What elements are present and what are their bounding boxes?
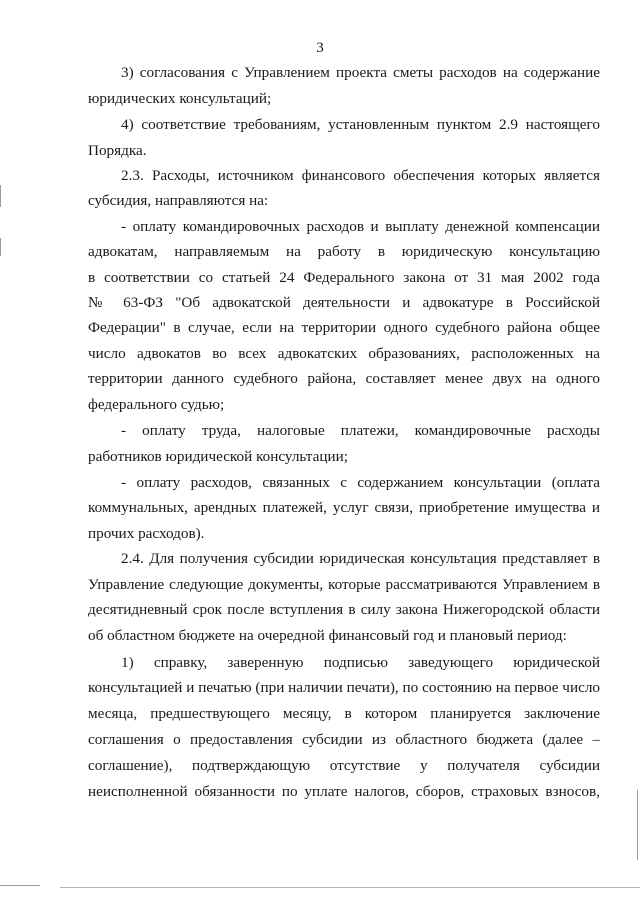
scan-bottom-line [60, 887, 640, 888]
text-line: Порядка. [88, 142, 147, 159]
text-line: федерального судью; [88, 396, 225, 413]
scan-edge-mark [0, 185, 1, 207]
text-line: об областном бюджете на очередной финансовый год и плановый период: [88, 627, 567, 644]
text-line: - оплату командировочных расходов и выплату денежной компенсации [121, 218, 600, 235]
text-line: 2.4. Для получения субсидии юридическая консультация представляет в [121, 550, 600, 567]
text-line: - оплату расходов, связанных с содержанием консультации (оплата [121, 474, 600, 491]
text-line: коммунальных, арендных платежей, услуг связи, приобретение имущества и [88, 499, 600, 516]
scan-edge-mark [0, 238, 1, 256]
text-line: консультацией и печатью (при наличии печати), по состоянию на первое число [88, 679, 600, 696]
text-line: десятидневный срок после вступления в силу закона Нижегородской области [88, 601, 600, 618]
text-line: соглашение), подтверждающую отсутствие у получателя субсидии [88, 757, 600, 774]
text-line: территории данного судебного района, составляет менее двух на одного [88, 370, 600, 387]
text-line: 2.3. Расходы, источником финансового обеспечения которых является [121, 167, 600, 184]
page-number: 3 [316, 40, 324, 56]
text-line: работников юридической консультации; [88, 448, 348, 465]
scan-edge-mark [637, 790, 638, 860]
text-line: юридических консультаций; [88, 90, 272, 107]
text-line: № 63-ФЗ "Об адвокатской деятельности и адвокатуре в Российской [88, 294, 600, 311]
scan-bottom-line [0, 885, 40, 886]
text-line: 1) справку, заверенную подписью заведующего юридической [121, 654, 600, 671]
text-line: неисполненной обязанности по уплате налогов, сборов, страховых взносов, [88, 783, 600, 800]
text-line: в соответствии со статьей 24 Федерального закона от 31 мая 2002 года [88, 269, 600, 286]
text-line: Управление следующие документы, которые рассматриваются Управлением в [88, 576, 600, 593]
text-line: Федерации" в случае, если на территории одного судебного района общее [88, 319, 600, 336]
text-line: прочих расходов). [88, 525, 205, 542]
text-line: - оплату труда, налоговые платежи, командировочные расходы [121, 422, 600, 439]
text-line: соглашения о предоставления субсидии из областного бюджета (далее – [88, 731, 600, 748]
text-line: 3) согласования с Управлением проекта сметы расходов на содержание [121, 64, 600, 81]
text-line: субсидия, направляются на: [88, 192, 269, 209]
text-line: 4) соответствие требованиям, установленным пунктом 2.9 настоящего [121, 116, 600, 133]
text-line: число адвокатов во всех адвокатских образованиях, расположенных на [88, 345, 600, 362]
text-line: месяца, предшествующего месяцу, в котором планируется заключение [88, 705, 600, 722]
text-line: адвокатам, направляемым на работу в юридическую консультацию [88, 243, 600, 260]
